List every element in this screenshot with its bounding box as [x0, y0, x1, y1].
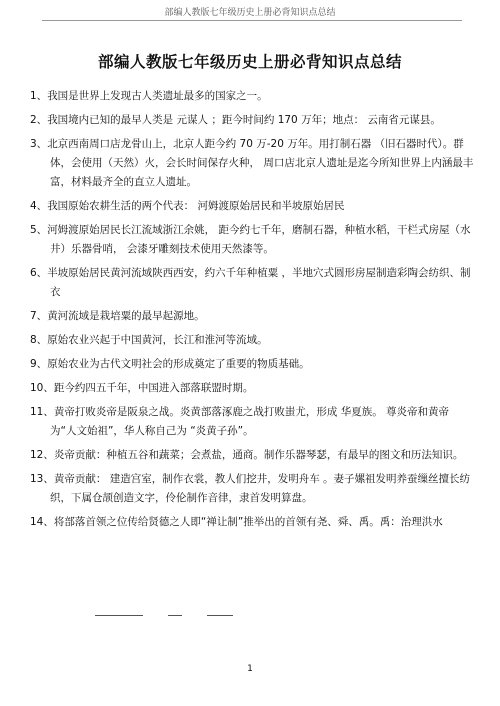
list-item: 14、将部落首领之位传给贤德之人即“禅让制”推举出的首领有尧、舜、禹。禹：治理洪水: [30, 516, 443, 528]
list-item: 10、距今约四五千年，中国进入部落联盟时期。: [30, 382, 254, 394]
knowledge-list: [30, 87, 475, 537]
list-item: 8、原始农业兴起于中国黄河，长江和淮河等流域。: [30, 334, 268, 346]
blank-line: [207, 609, 233, 616]
list-item: 5、河姆渡原始居民长江流域浙江余姚， 距今约七千年，磨制石器，种植水稻，干栏式房屋（水井）乐器骨哨， 会漆牙雕刻技术使用天然漆等。: [30, 224, 471, 255]
list-item: 13、黄帝贡献： 建造宫室，制作衣裳，教人们挖井，发明舟车 。妻子嫘祖发明养蚕缫丝擅长纺织，下属仓颉创造文字，伶伦制作音律，隶首发明算盘。: [30, 473, 471, 504]
list-item: 4、我国原始农耕生活的两个代表： 河姆渡原始居民和半坡原始居民: [30, 200, 345, 212]
blank-line: [168, 609, 182, 616]
list-item: 12、炎帝贡献：种植五谷和蔬菜；会煮盐，通商。制作乐器琴瑟，有最早的图文和历法知识。: [30, 449, 464, 461]
page-number: 1: [247, 664, 253, 674]
list-item: 7、黄河流域是栽培粟的最早起源地。: [30, 310, 205, 322]
list-item: 9、原始农业为古代文明社会的形成奠定了重要的物质基础。: [30, 358, 310, 370]
blank-line: [95, 609, 143, 616]
page-header: 部编人教版七年级历史上册必背知识点总结: [164, 8, 336, 18]
header-divider: [42, 20, 462, 21]
list-item: 3、北京西南周口店龙骨山上，北京人距今约 70 万-20 万年。用打制石器 （旧石器时代）。群体，会使用（天然）火，会长时间保存火种， 周口店北京人遗址是迄今所知世界上内涵最丰富，材料最齐全的直立人遗址。: [30, 138, 474, 188]
list-item: 6、半坡原始居民黄河流域陕西西安，约六千年种植粟 ，半地穴式圆形房屋制造彩陶会纺织、制衣: [30, 267, 471, 298]
list-item: 2、我国境内已知的最早人类是 元谋人 ；距今时间约 170 万年；地点： 云南省元谋县。: [30, 114, 441, 126]
answer-blanks: [95, 608, 255, 619]
document-title: 部编人教版七年级历史上册必背知识点总结: [97, 53, 402, 71]
list-item: 11、黄帝打败炎帝是阪泉之战。炎黄部落涿鹿之战打败蚩尤，形成 华夏族。 尊炎帝和黄帝为“人文始祖”，华人称自己为 “炎黄子孙”。: [30, 406, 450, 437]
list-item: 1、我国是世界上发现古人类遗址最多的国家之一。: [30, 90, 268, 102]
